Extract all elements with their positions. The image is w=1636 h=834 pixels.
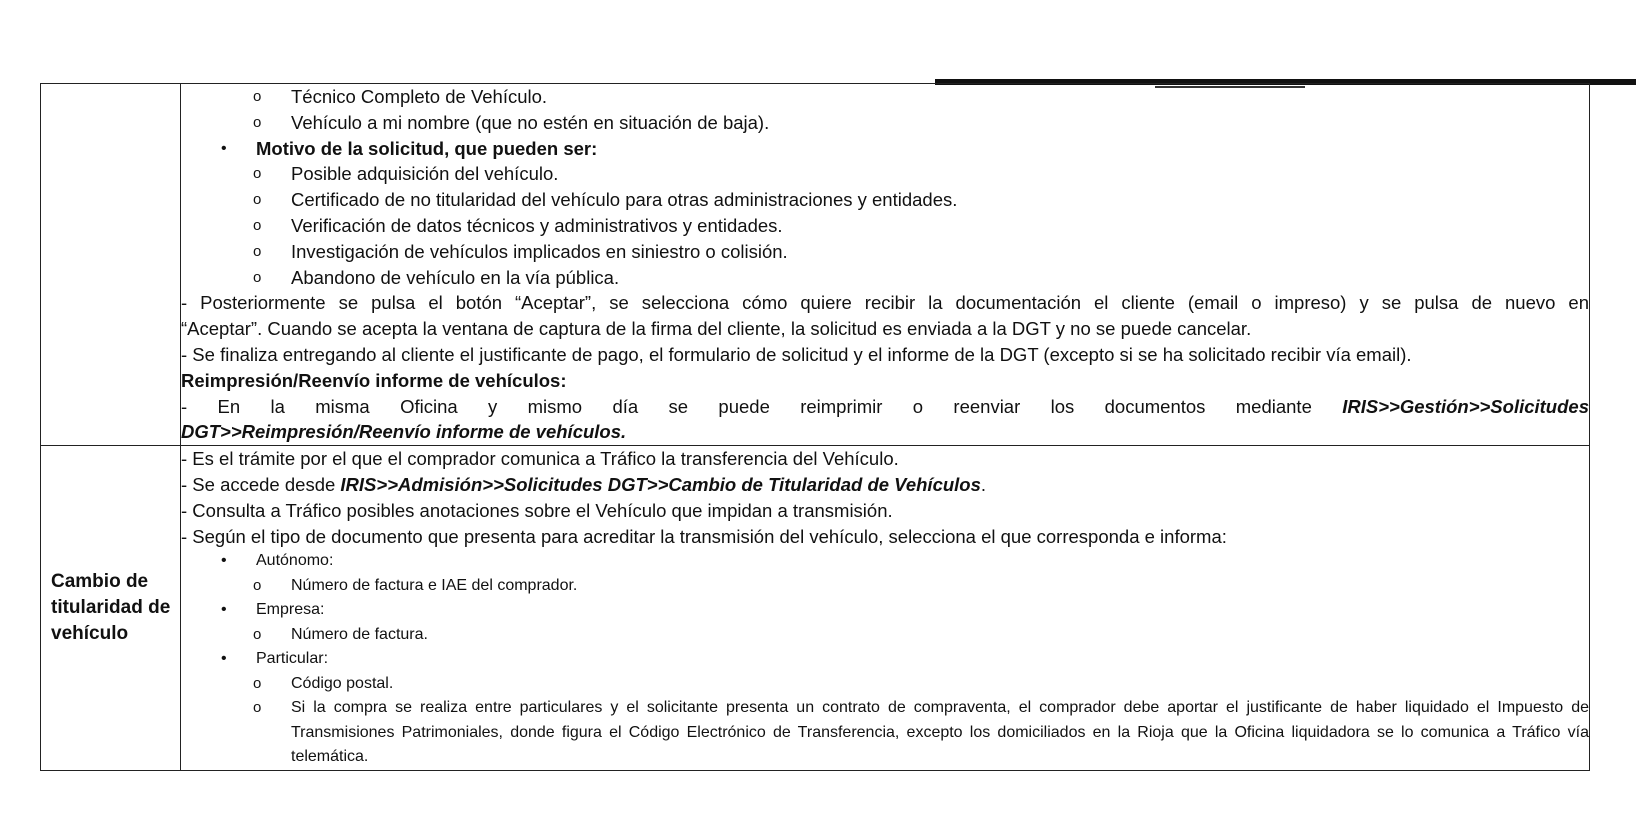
label-cell-empty	[41, 84, 181, 446]
list-item: o Certificado de no titularidad del vehículo para otras administraciones y entidades.	[253, 189, 958, 211]
list-item: o Investigación de vehículos implicados en siniestro o colisión.	[253, 240, 788, 262]
list-item: o Si la compra se realiza entre particulares y el solicitante presenta un contrato de compraventa, el comprador debe aportar el justificante de haber liquidado el Impuesto de Transmisiones Patrimoniales, donde figura el Código Electrónico de Transferencia, excepto los domiciliados en la Rioja que la Oficina liquidadora se lo comunica a Tráfico vía telemática.	[253, 699, 1589, 766]
list-item: • Particular:	[221, 650, 329, 668]
list-item: o Número de factura e IAE del comprador.	[253, 576, 578, 594]
iris-path-reimpresion: IRIS>>Gestión>>Solicitudes DGT>>Reimpresión/Reenvío informe de vehículos.	[181, 395, 1589, 443]
procedure-table	[40, 83, 1590, 771]
list-item: o Vehículo a mi nombre (que no estén en situación de baja).	[253, 111, 770, 133]
paragraph-aceptar: “Aceptar”. Cuando se acepta la ventana de captura de la firma del cliente, la solicitud es enviada a la DGT y no se puede cancelar.	[181, 318, 1252, 340]
iris-path-cambio: IRIS>>Admisión>>Solicitudes DGT>>Cambio de Titularidad de Vehículos	[340, 473, 981, 495]
paragraph-reimpresion: - En la misma Oficina y mismo día se puede reimprimir o reenviar los documentos mediante IRIS>>Gestión>>Solicitudes DGT>>Reimpresión/Reenvío informe de vehículos.	[181, 395, 1589, 443]
paragraph-segun: - Según el tipo de documento que presenta para acreditar la transmisión del vehículo, selecciona el que corresponda e informa:	[181, 525, 1227, 547]
table-row-cambio-titularidad	[41, 446, 1590, 771]
list-item: o Abandono de vehículo en la vía pública.	[253, 266, 620, 288]
content-cell-cambio	[181, 446, 1590, 771]
content-cell-informe	[181, 84, 1590, 446]
row-label: Cambio de titularidad de vehículo	[41, 446, 181, 771]
list-item: o Número de factura.	[253, 625, 428, 643]
list-item: • Autónomo:	[221, 552, 334, 570]
document-type-list	[181, 549, 1589, 770]
list-item: o Verificación de datos técnicos y administrativos y entidades.	[253, 214, 783, 236]
table-row-solicitud-informe	[41, 84, 1590, 446]
list-item: o Posible adquisición del vehículo.	[253, 163, 559, 185]
reimpresion-heading: Reimpresión/Reenvío informe de vehículos:	[181, 369, 567, 391]
paragraph-finaliza: - Se finaliza entregando al cliente el justificante de pago, el formulario de solicitud y el informe de la DGT (excepto si se ha solicitado recibir vía email).	[181, 343, 1412, 365]
paragraph-consulta: - Consulta a Tráfico posibles anotaciones sobre el Vehículo que impidan a transmisión.	[181, 499, 893, 521]
motivo-heading: • Motivo de la solicitud, que pueden ser:	[221, 137, 598, 159]
paragraph-posteriormente: - Posteriormente se pulsa el botón “Aceptar”, se selecciona cómo quiere recibir la documentación el cliente (email o impreso) y se pulsa de nuevo en	[181, 292, 1589, 314]
list-item: o Código postal.	[253, 674, 394, 692]
paragraph-acceso: - Se accede desde IRIS>>Admisión>>Solicitudes DGT>>Cambio de Titularidad de Vehículos.	[181, 473, 987, 495]
list-item: • Empresa:	[221, 601, 325, 619]
paragraph-tramite: - Es el trámite por el que el comprador comunica a Tráfico la transferencia del Vehículo.	[181, 448, 899, 470]
list-item: o Técnico Completo de Vehículo.	[253, 86, 548, 107]
